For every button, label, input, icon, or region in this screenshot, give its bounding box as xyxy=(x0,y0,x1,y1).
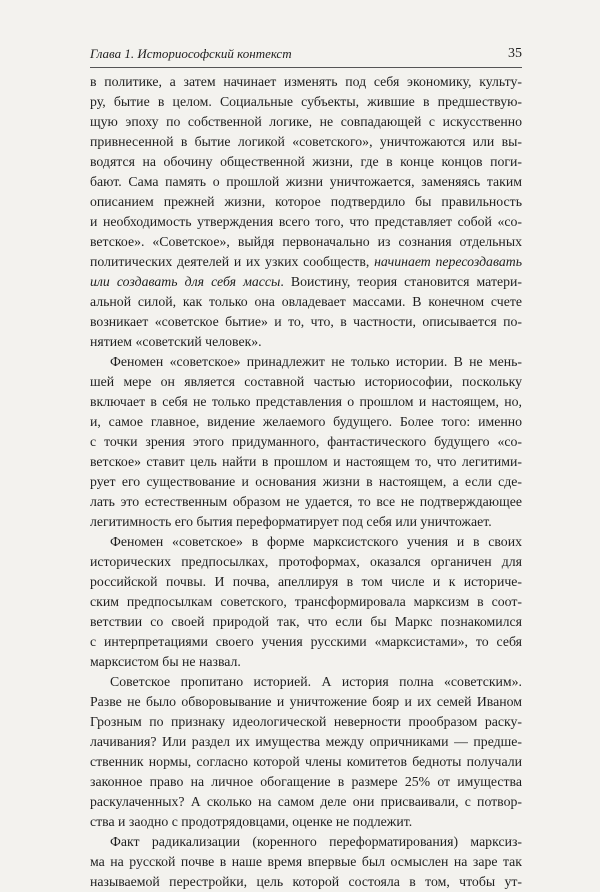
line-text: Феномен «советское» принадлежит не только истории. В не мень- xyxy=(110,354,522,369)
text-line xyxy=(90,332,522,352)
text-line xyxy=(90,232,522,252)
text-line xyxy=(90,432,522,452)
chapter-title: Глава 1. Историософский контекст xyxy=(90,46,292,61)
text-line xyxy=(90,172,522,192)
line-text: политических деятелей и их узких сообществ, xyxy=(90,254,370,269)
line-text: Советское пропитано историей. А история полна «советским». xyxy=(110,674,522,689)
paragraph xyxy=(90,532,522,672)
line-text: в политике, а затем начинает изменять под себя экономику, культу- xyxy=(90,74,522,89)
line-text: . Воистину, теория становится матери- xyxy=(280,274,522,289)
text-line xyxy=(90,812,522,832)
text-line xyxy=(90,212,522,232)
line-text: и, самое главное, видение желаемого будущего. Более того: именно xyxy=(90,414,522,429)
line-text: с интерпретациями своего учения русскими «марксистами», то себя xyxy=(90,634,522,649)
text-line xyxy=(90,612,522,632)
line-text: называемой перестройки, цель которой состояла в том, чтобы ут- xyxy=(90,874,522,889)
line-text: Грозным по признаку идеологической неверности прообразом раску- xyxy=(90,714,522,729)
text-line xyxy=(90,712,522,732)
line-text: с точки зрения этого придуманного, фантастического будущего «со- xyxy=(90,434,522,449)
line-text: шей мере он является составной частью историософии, поскольку xyxy=(90,374,522,389)
text-line xyxy=(90,152,522,172)
text-line xyxy=(90,692,522,712)
text-line xyxy=(90,352,522,372)
text-line xyxy=(90,252,522,272)
paragraph xyxy=(90,72,522,352)
paragraph xyxy=(90,832,522,892)
line-text: ским предпосылкам советского, трансформировала марксизм в соот- xyxy=(90,594,522,609)
line-text: нятием «советский человек». xyxy=(90,334,262,349)
line-text: ственник нормы, согласно которой члены комитетов бедноты получали xyxy=(90,754,522,769)
text-line xyxy=(90,392,522,412)
text-line xyxy=(90,512,522,532)
text-line xyxy=(90,372,522,392)
line-text: лать это естественным образом не удается, то все не подтверждающее xyxy=(90,494,522,509)
emphasized-text: начинает пересоздавать xyxy=(374,254,522,269)
text-line xyxy=(90,292,522,312)
paragraph xyxy=(90,672,522,832)
text-line xyxy=(90,872,522,892)
line-text: исторических предпосылках, протоформах, оказался органичен для xyxy=(90,554,522,569)
text-line xyxy=(90,132,522,152)
text-line xyxy=(90,112,522,132)
text-line xyxy=(90,452,522,472)
line-text: легитимность его бытия переформатирует под себя или уничтожает. xyxy=(90,514,492,529)
text-line xyxy=(90,792,522,812)
line-text: ма на русской почве в наше время впервые был осмыслен на заре так xyxy=(90,854,522,869)
line-text: ветствии со своей природой так, что если бы Маркс познакомился xyxy=(90,614,522,629)
line-text: и необходимость утверждения всего того, что представляет собой «со- xyxy=(90,214,522,229)
text-line xyxy=(90,732,522,752)
line-text: рует его существование и основания жизни в настоящем, а если сде- xyxy=(90,474,522,489)
text-line xyxy=(90,632,522,652)
line-text: описанием прежней жизни, которое подтвердило бы правильность xyxy=(90,194,522,209)
text-line xyxy=(90,672,522,692)
line-text: возникает «советское бытие» и то, что, в частности, описывается по- xyxy=(90,314,522,329)
text-line xyxy=(90,192,522,212)
line-text: ства и заодно с продотрядовцами, оценке не подлежит. xyxy=(90,814,413,829)
line-text: ветское». «Советское», выйдя первоначально из сознания отдельных xyxy=(90,234,522,249)
line-text: ру, бытие в целом. Социальные субъекты, жившие в предшествую- xyxy=(90,94,522,109)
line-text: включает в себя не только представления о прошлом и настоящем, но, xyxy=(90,394,522,409)
emphasized-text: или создавать для себя массы xyxy=(90,274,281,289)
text-line xyxy=(90,652,522,672)
line-text: лачивания? Или раздел их имущества между опричниками — предше- xyxy=(90,734,522,749)
line-text: привнесенной в бытие логикой «советского», уничтожаются или вы- xyxy=(90,134,522,149)
text-line xyxy=(90,532,522,552)
page-number: 35 xyxy=(508,46,522,61)
line-text: ветское» ставит цель найти в прошлом и настоящем то, что легитими- xyxy=(90,454,522,469)
text-line xyxy=(90,312,522,332)
text-line xyxy=(90,592,522,612)
line-text: бают. Сама память о прошлой жизни уничтожается, заменяясь таким xyxy=(90,174,522,189)
body-text xyxy=(90,72,522,892)
line-text: щую эпоху по собственной логике, не совпадающей с искусственно xyxy=(90,114,522,129)
line-text: марксистом бы не назвал. xyxy=(90,654,241,669)
text-line xyxy=(90,772,522,792)
text-line xyxy=(90,572,522,592)
text-line xyxy=(90,492,522,512)
text-line xyxy=(90,552,522,572)
line-text: раскулаченных? А сколько на самом деле они присваивали, с потвор- xyxy=(90,794,522,809)
line-text: водятся на обочину общественной жизни, где в конце концов поги- xyxy=(90,154,522,169)
line-text: российской почвы. И почва, апеллируя в том числе и к историче- xyxy=(90,574,522,589)
line-text: Факт радикализации (коренного переформатирования) марксиз- xyxy=(110,834,522,849)
line-text: законное право на личное обогащение в размере 25% от имущества xyxy=(90,774,522,789)
header-rule xyxy=(90,67,522,68)
text-line xyxy=(90,412,522,432)
paragraph xyxy=(90,352,522,532)
text-line xyxy=(90,472,522,492)
line-text: Разве не было обворовывание и уничтожение бояр и их семей Иваном xyxy=(90,694,522,709)
text-line xyxy=(90,72,522,92)
text-line xyxy=(90,752,522,772)
text-line xyxy=(90,92,522,112)
running-head xyxy=(90,44,522,64)
text-line xyxy=(90,832,522,852)
text-line xyxy=(90,272,522,292)
text-line xyxy=(90,852,522,872)
line-text: Феномен «советское» в форме марксистского учения и в своих xyxy=(110,534,522,549)
line-text: альной силой, как только она овладевает массами. В конечном счете xyxy=(90,294,522,309)
